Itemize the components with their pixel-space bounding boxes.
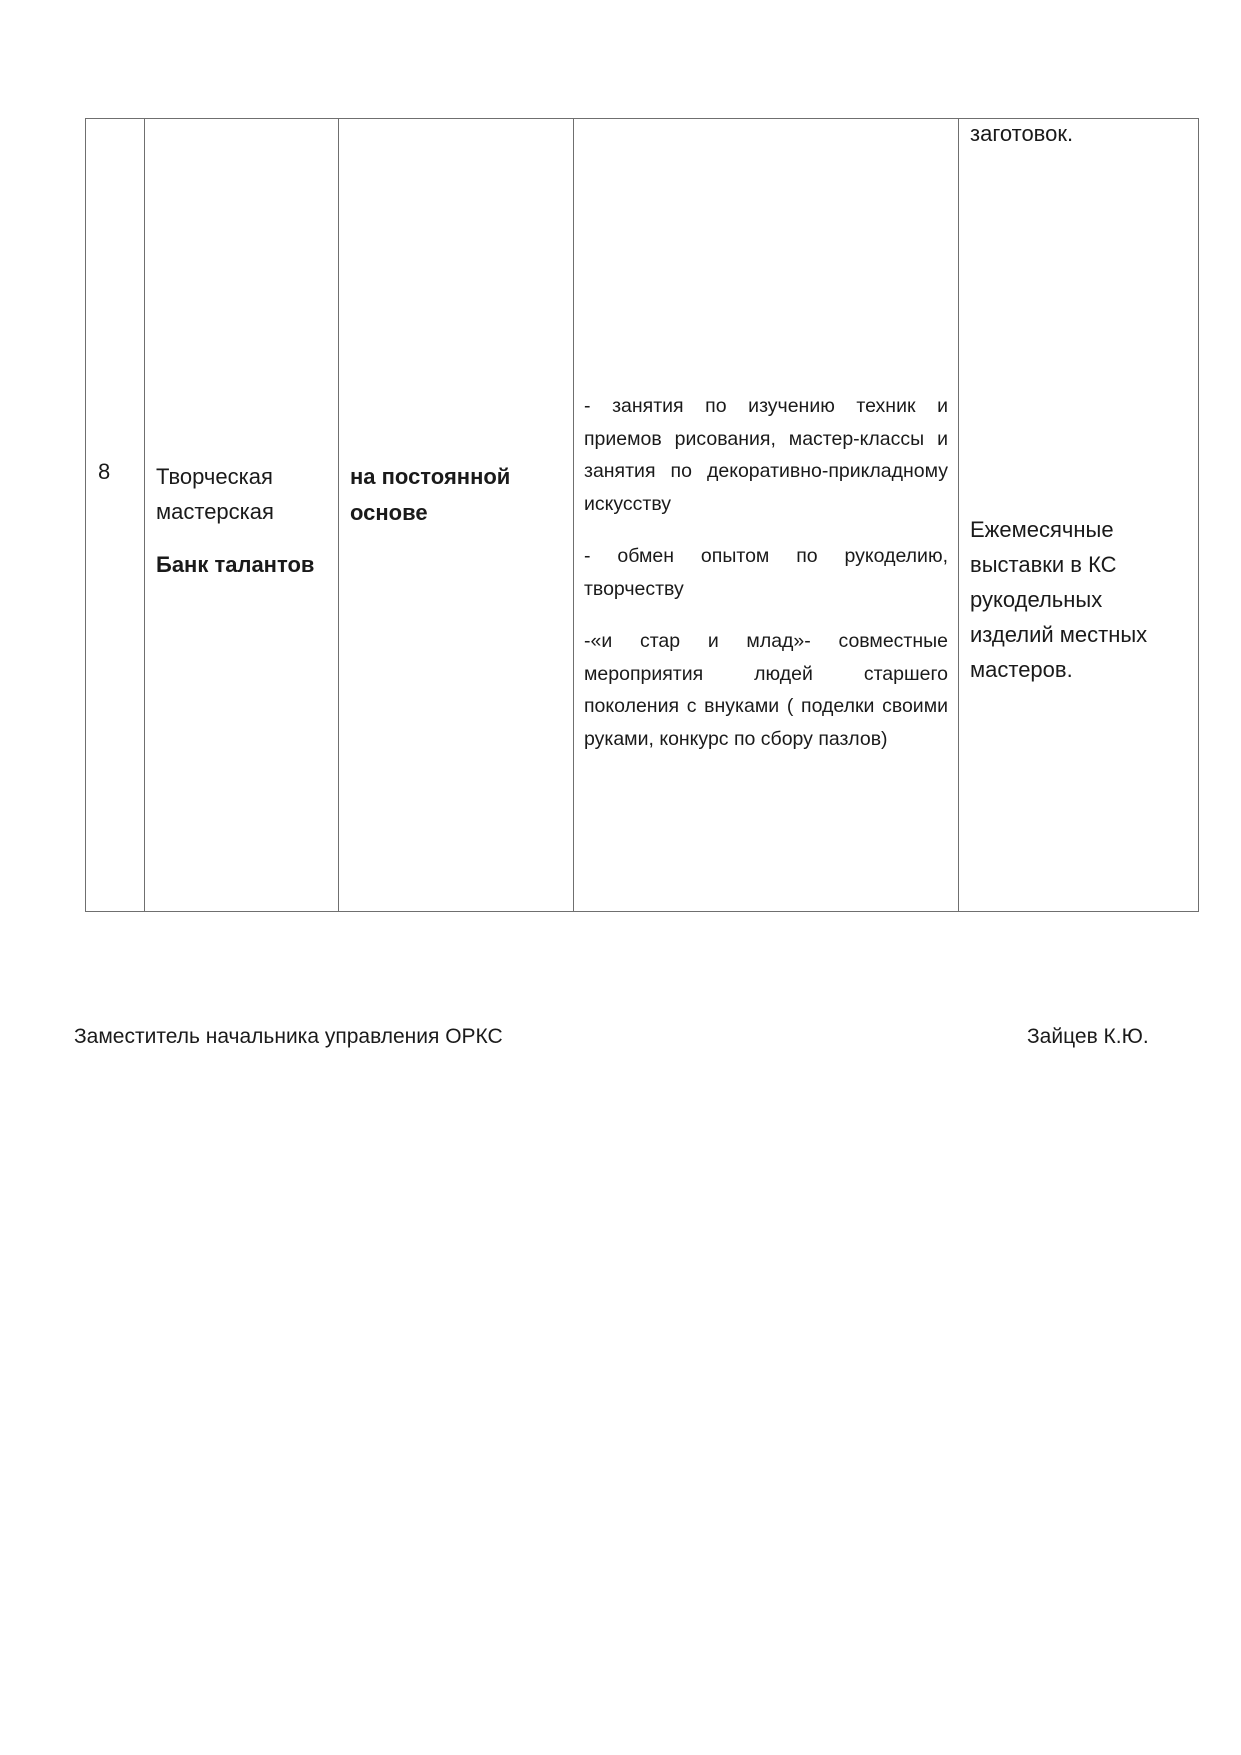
event-name-bold: Банк талантов (156, 552, 315, 577)
period-cell (339, 119, 574, 912)
content-item-3: -«и стар и млад»- совместные мероприятия людей старшего поколения с внуками ( поделки своими руками, конкурс по сбору пазлов) (584, 630, 948, 750)
event-name-line1: Творческая (156, 464, 273, 489)
events-table (85, 118, 1199, 912)
event-name-line2: мастерская (156, 499, 274, 524)
content-item-2: - обмен опытом по рукоделию, творчеству (584, 545, 948, 600)
row-number: 8 (98, 459, 111, 484)
event-name-cell (145, 119, 339, 912)
content-cell (574, 119, 959, 912)
event-content (584, 390, 948, 775)
row-number-cell (86, 119, 145, 912)
result-continuation: заготовок. (970, 121, 1074, 146)
signature-position: Заместитель начальника управления ОРКС (74, 1025, 503, 1048)
event-period: на постоянной основе (350, 464, 511, 525)
event-name (156, 459, 338, 582)
content-item-1: - занятия по изучению техник и приемов рисования, мастер-классы и занятия по декоративно-прикладному искусству (584, 395, 948, 515)
table-row (86, 119, 1199, 912)
signature-name: Зайцев К.Ю. (1027, 1025, 1149, 1048)
result-cell (959, 119, 1199, 912)
event-result: Ежемесячные выставки в КС рукодельных изделий местных мастеров. (970, 517, 1148, 682)
